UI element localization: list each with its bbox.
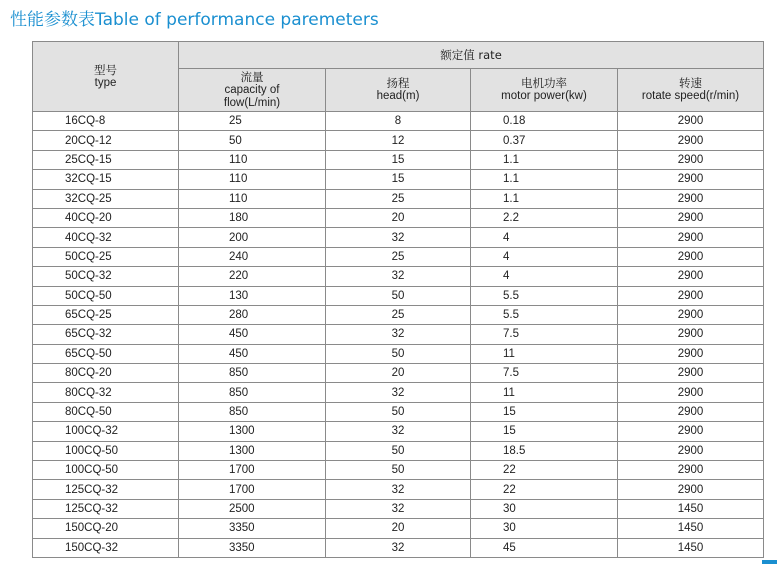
table-row	[33, 538, 764, 557]
rated-header: 额定值 rate	[179, 42, 764, 69]
cell-model: 50CQ-50	[33, 286, 179, 305]
table-row	[33, 305, 764, 324]
cell-power: 5.5	[471, 286, 618, 305]
cell-model: 16CQ-8	[33, 112, 179, 131]
cell-power: 0.18	[471, 112, 618, 131]
cell-flow: 220	[179, 267, 326, 286]
cell-power: 0.37	[471, 131, 618, 150]
cell-model: 32CQ-15	[33, 170, 179, 189]
cell-speed: 1450	[618, 519, 764, 538]
speed-header-cn: 转速	[679, 76, 702, 90]
cell-speed: 2900	[618, 480, 764, 499]
type-header	[33, 42, 179, 112]
cell-head: 32	[326, 267, 471, 286]
power-header-en: motor power(kw)	[501, 90, 587, 102]
cell-power: 15	[471, 422, 618, 441]
cell-head: 50	[326, 402, 471, 421]
cell-speed: 1450	[618, 538, 764, 557]
cell-speed: 2900	[618, 267, 764, 286]
table-row	[33, 286, 764, 305]
cell-head: 32	[326, 422, 471, 441]
cell-head: 25	[326, 189, 471, 208]
cell-flow: 1300	[179, 422, 326, 441]
type-header-cn: 型号	[94, 62, 117, 77]
table-row	[33, 170, 764, 189]
cell-model: 50CQ-32	[33, 267, 179, 286]
cell-flow: 3350	[179, 538, 326, 557]
table-body	[33, 112, 764, 558]
table-row	[33, 208, 764, 227]
table-header	[33, 42, 764, 112]
cell-speed: 2900	[618, 325, 764, 344]
cell-speed: 2900	[618, 305, 764, 324]
cell-speed: 2900	[618, 208, 764, 227]
table-row	[33, 131, 764, 150]
cell-model: 100CQ-50	[33, 441, 179, 460]
cell-head: 12	[326, 131, 471, 150]
table-row	[33, 499, 764, 518]
table-row	[33, 267, 764, 286]
cell-speed: 1450	[618, 499, 764, 518]
cell-head: 32	[326, 538, 471, 557]
cell-power: 7.5	[471, 325, 618, 344]
table-row	[33, 480, 764, 499]
cell-head: 50	[326, 461, 471, 480]
cell-flow: 850	[179, 402, 326, 421]
cell-head: 25	[326, 305, 471, 324]
cell-speed: 2900	[618, 441, 764, 460]
cell-power: 7.5	[471, 364, 618, 383]
cell-model: 25CQ-15	[33, 150, 179, 169]
cell-head: 32	[326, 480, 471, 499]
cell-head: 32	[326, 325, 471, 344]
cell-flow: 3350	[179, 519, 326, 538]
edge-accent	[762, 560, 777, 564]
speed-header-en: rotate speed(r/min)	[641, 90, 740, 102]
cell-flow: 200	[179, 228, 326, 247]
table-row	[33, 150, 764, 169]
cell-speed: 2900	[618, 131, 764, 150]
cell-model: 32CQ-25	[33, 189, 179, 208]
head-header-cn: 扬程	[386, 76, 410, 90]
cell-speed: 2900	[618, 422, 764, 441]
cell-head: 20	[326, 208, 471, 227]
cell-power: 5.5	[471, 305, 618, 324]
cell-model: 125CQ-32	[33, 480, 179, 499]
table-row	[33, 461, 764, 480]
cell-speed: 2900	[618, 170, 764, 189]
cell-flow: 1700	[179, 461, 326, 480]
cell-model: 100CQ-32	[33, 422, 179, 441]
cell-head: 50	[326, 286, 471, 305]
table-row	[33, 228, 764, 247]
cell-flow: 180	[179, 208, 326, 227]
cell-flow: 450	[179, 344, 326, 363]
cell-power: 1.1	[471, 150, 618, 169]
cell-flow: 1700	[179, 480, 326, 499]
cell-speed: 2900	[618, 189, 764, 208]
cell-flow: 450	[179, 325, 326, 344]
table-row	[33, 247, 764, 266]
cell-head: 20	[326, 519, 471, 538]
cell-head: 50	[326, 344, 471, 363]
cell-speed: 2900	[618, 247, 764, 266]
cell-power: 18.5	[471, 441, 618, 460]
cell-flow: 50	[179, 131, 326, 150]
cell-model: 150CQ-32	[33, 538, 179, 557]
cell-model: 80CQ-20	[33, 364, 179, 383]
cell-flow: 2500	[179, 499, 326, 518]
cell-power: 11	[471, 383, 618, 402]
cell-model: 80CQ-50	[33, 402, 179, 421]
cell-model: 50CQ-25	[33, 247, 179, 266]
cell-flow: 110	[179, 150, 326, 169]
cell-flow: 850	[179, 383, 326, 402]
performance-table	[32, 41, 764, 558]
cell-speed: 2900	[618, 112, 764, 131]
power-header-cn: 电机功率	[521, 76, 567, 90]
table-row	[33, 325, 764, 344]
table-row	[33, 189, 764, 208]
table-row	[33, 441, 764, 460]
head-header-en: head(m)	[376, 90, 420, 102]
cell-speed: 2900	[618, 364, 764, 383]
cell-model: 40CQ-20	[33, 208, 179, 227]
cell-model: 65CQ-50	[33, 344, 179, 363]
cell-flow: 240	[179, 247, 326, 266]
cell-head: 25	[326, 247, 471, 266]
cell-head: 32	[326, 383, 471, 402]
cell-flow: 110	[179, 189, 326, 208]
cell-head: 15	[326, 150, 471, 169]
flow-header-en: capacity of flow(L/min)	[223, 83, 281, 109]
cell-power: 1.1	[471, 170, 618, 189]
cell-model: 125CQ-32	[33, 499, 179, 518]
cell-flow: 130	[179, 286, 326, 305]
cell-flow: 25	[179, 112, 326, 131]
cell-model: 40CQ-32	[33, 228, 179, 247]
cell-head: 50	[326, 441, 471, 460]
cell-model: 100CQ-50	[33, 461, 179, 480]
cell-power: 1.1	[471, 189, 618, 208]
cell-power: 30	[471, 499, 618, 518]
cell-power: 22	[471, 461, 618, 480]
table-row	[33, 519, 764, 538]
cell-flow: 850	[179, 364, 326, 383]
type-header-en: type	[94, 76, 117, 89]
cell-head: 32	[326, 228, 471, 247]
cell-head: 32	[326, 499, 471, 518]
table-row	[33, 364, 764, 383]
cell-speed: 2900	[618, 228, 764, 247]
table-row	[33, 422, 764, 441]
cell-model: 20CQ-12	[33, 131, 179, 150]
cell-power: 2.2	[471, 208, 618, 227]
flow-header	[179, 69, 326, 112]
table-row	[33, 344, 764, 363]
flow-header-cn: 流量	[240, 69, 264, 84]
cell-flow: 280	[179, 305, 326, 324]
cell-flow: 1300	[179, 441, 326, 460]
cell-model: 65CQ-32	[33, 325, 179, 344]
power-header	[471, 69, 618, 112]
table-row	[33, 383, 764, 402]
cell-speed: 2900	[618, 383, 764, 402]
cell-power: 11	[471, 344, 618, 363]
cell-power: 4	[471, 228, 618, 247]
cell-speed: 2900	[618, 286, 764, 305]
table-row	[33, 112, 764, 131]
cell-model: 80CQ-32	[33, 383, 179, 402]
cell-power: 4	[471, 247, 618, 266]
cell-power: 15	[471, 402, 618, 421]
head-header	[326, 69, 471, 112]
cell-model: 150CQ-20	[33, 519, 179, 538]
cell-head: 15	[326, 170, 471, 189]
table-row	[33, 402, 764, 421]
cell-speed: 2900	[618, 150, 764, 169]
cell-flow: 110	[179, 170, 326, 189]
cell-power: 45	[471, 538, 618, 557]
cell-speed: 2900	[618, 461, 764, 480]
cell-speed: 2900	[618, 402, 764, 421]
page-title: 性能参数表Table of performance paremeters	[10, 10, 379, 30]
cell-model: 65CQ-25	[33, 305, 179, 324]
cell-head: 8	[326, 112, 471, 131]
cell-head: 20	[326, 364, 471, 383]
speed-header	[618, 69, 764, 112]
cell-speed: 2900	[618, 344, 764, 363]
cell-power: 4	[471, 267, 618, 286]
cell-power: 22	[471, 480, 618, 499]
cell-power: 30	[471, 519, 618, 538]
